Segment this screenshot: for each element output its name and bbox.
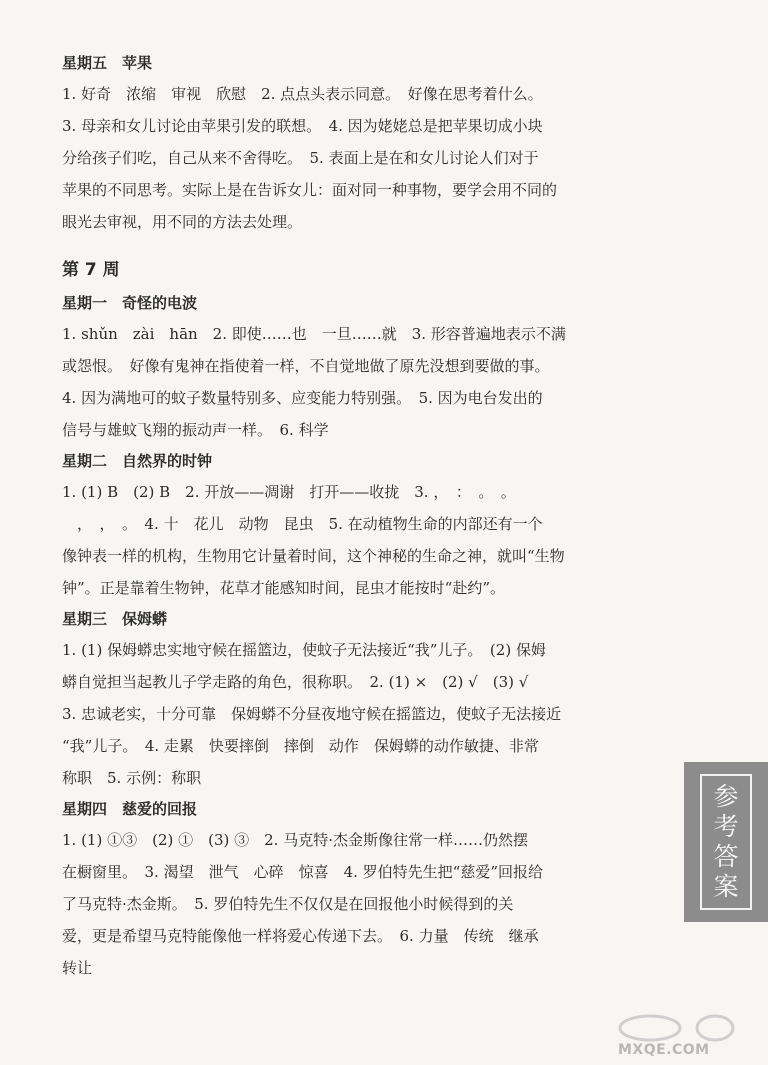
answer-line: 1. 好奇 浓缩 审视 欣慰 2. 点点头表示同意。 好像在思考着什么。 [62,85,543,103]
answer-line: 1. (1) 保姆蟒忠实地守候在摇篮边，使蚊子无法接近“我”儿子。 (2) 保姆 [62,641,546,659]
week-title: 第 7 周 [62,260,120,280]
answer-line: 蟒自觉担当起教儿子学走路的角色，很称职。 2. (1) × (2) √ (3) √ [62,673,529,691]
answer-line: 或怨恨。 好像有鬼神在指使着一样，不自觉地做了原先没想到要做的事。 [62,357,550,375]
answer-line: 1. shǔn zài hān 2. 即使……也 一旦……就 3. 形容普遍地表示不满 [62,325,566,343]
watermark-graphic-icon [610,1012,760,1042]
answer-line: 信号与雄蚊飞翔的振动声一样。 6. 科学 [62,421,329,439]
watermark-text: MXQE.COM [618,1042,710,1058]
section-monday [62,288,672,446]
section-wednesday [62,604,672,794]
watermark-logo [610,1012,760,1060]
answer-line: 钟”。正是靠着生物钟，花草才能感知时间，昆虫才能按时“赴约”。 [62,579,506,597]
day-heading-monday: 星期一 奇怪的电波 [62,294,198,312]
answer-line: 4. 因为满地可的蚊子数量特别多、应变能力特别强。 5. 因为电台发出的 [62,389,543,407]
answer-line: 在橱窗里。 3. 渴望 泄气 心碎 惊喜 4. 罗伯特先生把“慈爱”回报给 [62,863,543,881]
day-heading-tuesday: 星期二 自然界的时钟 [62,452,213,470]
section-tuesday [62,446,672,604]
answer-line: 像钟表一样的机构，生物用它计量着时间，这个神秘的生命之神，就叫“生物 [62,547,565,565]
side-tab-char: 答 [713,842,739,871]
answer-line: 眼光去审视，用不同的方法去处理。 [62,213,303,231]
answer-line: “我”儿子。 4. 走累 快要摔倒 摔倒 动作 保姆蟒的动作敏捷、非常 [62,737,539,755]
answer-line: 1. (1) B (2) B 2. 开放——凋谢 打开——收拢 3. ， ： 。 。 [62,483,516,501]
answer-line: 1. (1) ①③ (2) ① (3) ③ 2. 马克特·杰金斯像往常一样……仍然摆 [62,831,528,849]
answer-line: ， ， 。 4. 十 花儿 动物 昆虫 5. 在动植物生命的内部还有一个 [62,515,543,533]
answer-content [62,48,672,984]
answer-line: 3. 忠诚老实，十分可靠 保姆蟒不分昼夜地守候在摇篮边，使蚊子无法接近 [62,705,562,723]
day-heading-wednesday: 星期三 保姆蟒 [62,610,168,628]
answer-line: 苹果的不同思考。实际上是在告诉女儿：面对同一种事物，要学会用不同的 [62,181,558,199]
answer-line: 了马克特·杰金斯。 5. 罗伯特先生不仅仅是在回报他小时候得到的关 [62,895,514,913]
side-tab-char: 考 [713,812,739,841]
section-thursday [62,794,672,984]
answer-line: 分给孩子们吃，自己从来不舍得吃。 5. 表面上是在和女儿讨论人们对于 [62,149,539,167]
answer-line: 转让 [62,959,93,977]
side-tab-frame [700,774,752,910]
answer-line: 称职 5. 示例：称职 [62,769,202,787]
answer-line: 爱，更是希望马克特能像他一样将爱心传递下去。 6. 力量 传统 继承 [62,927,539,945]
side-tab-char: 参 [713,782,739,811]
day-heading-friday: 星期五 苹果 [62,54,153,72]
day-heading-thursday: 星期四 慈爱的回报 [62,800,198,818]
side-tab-char: 案 [713,872,739,901]
section-friday [62,48,672,238]
answer-line: 3. 母亲和女儿讨论由苹果引发的联想。 4. 因为姥姥总是把苹果切成小块 [62,117,543,135]
answer-key-side-tab [684,762,768,922]
